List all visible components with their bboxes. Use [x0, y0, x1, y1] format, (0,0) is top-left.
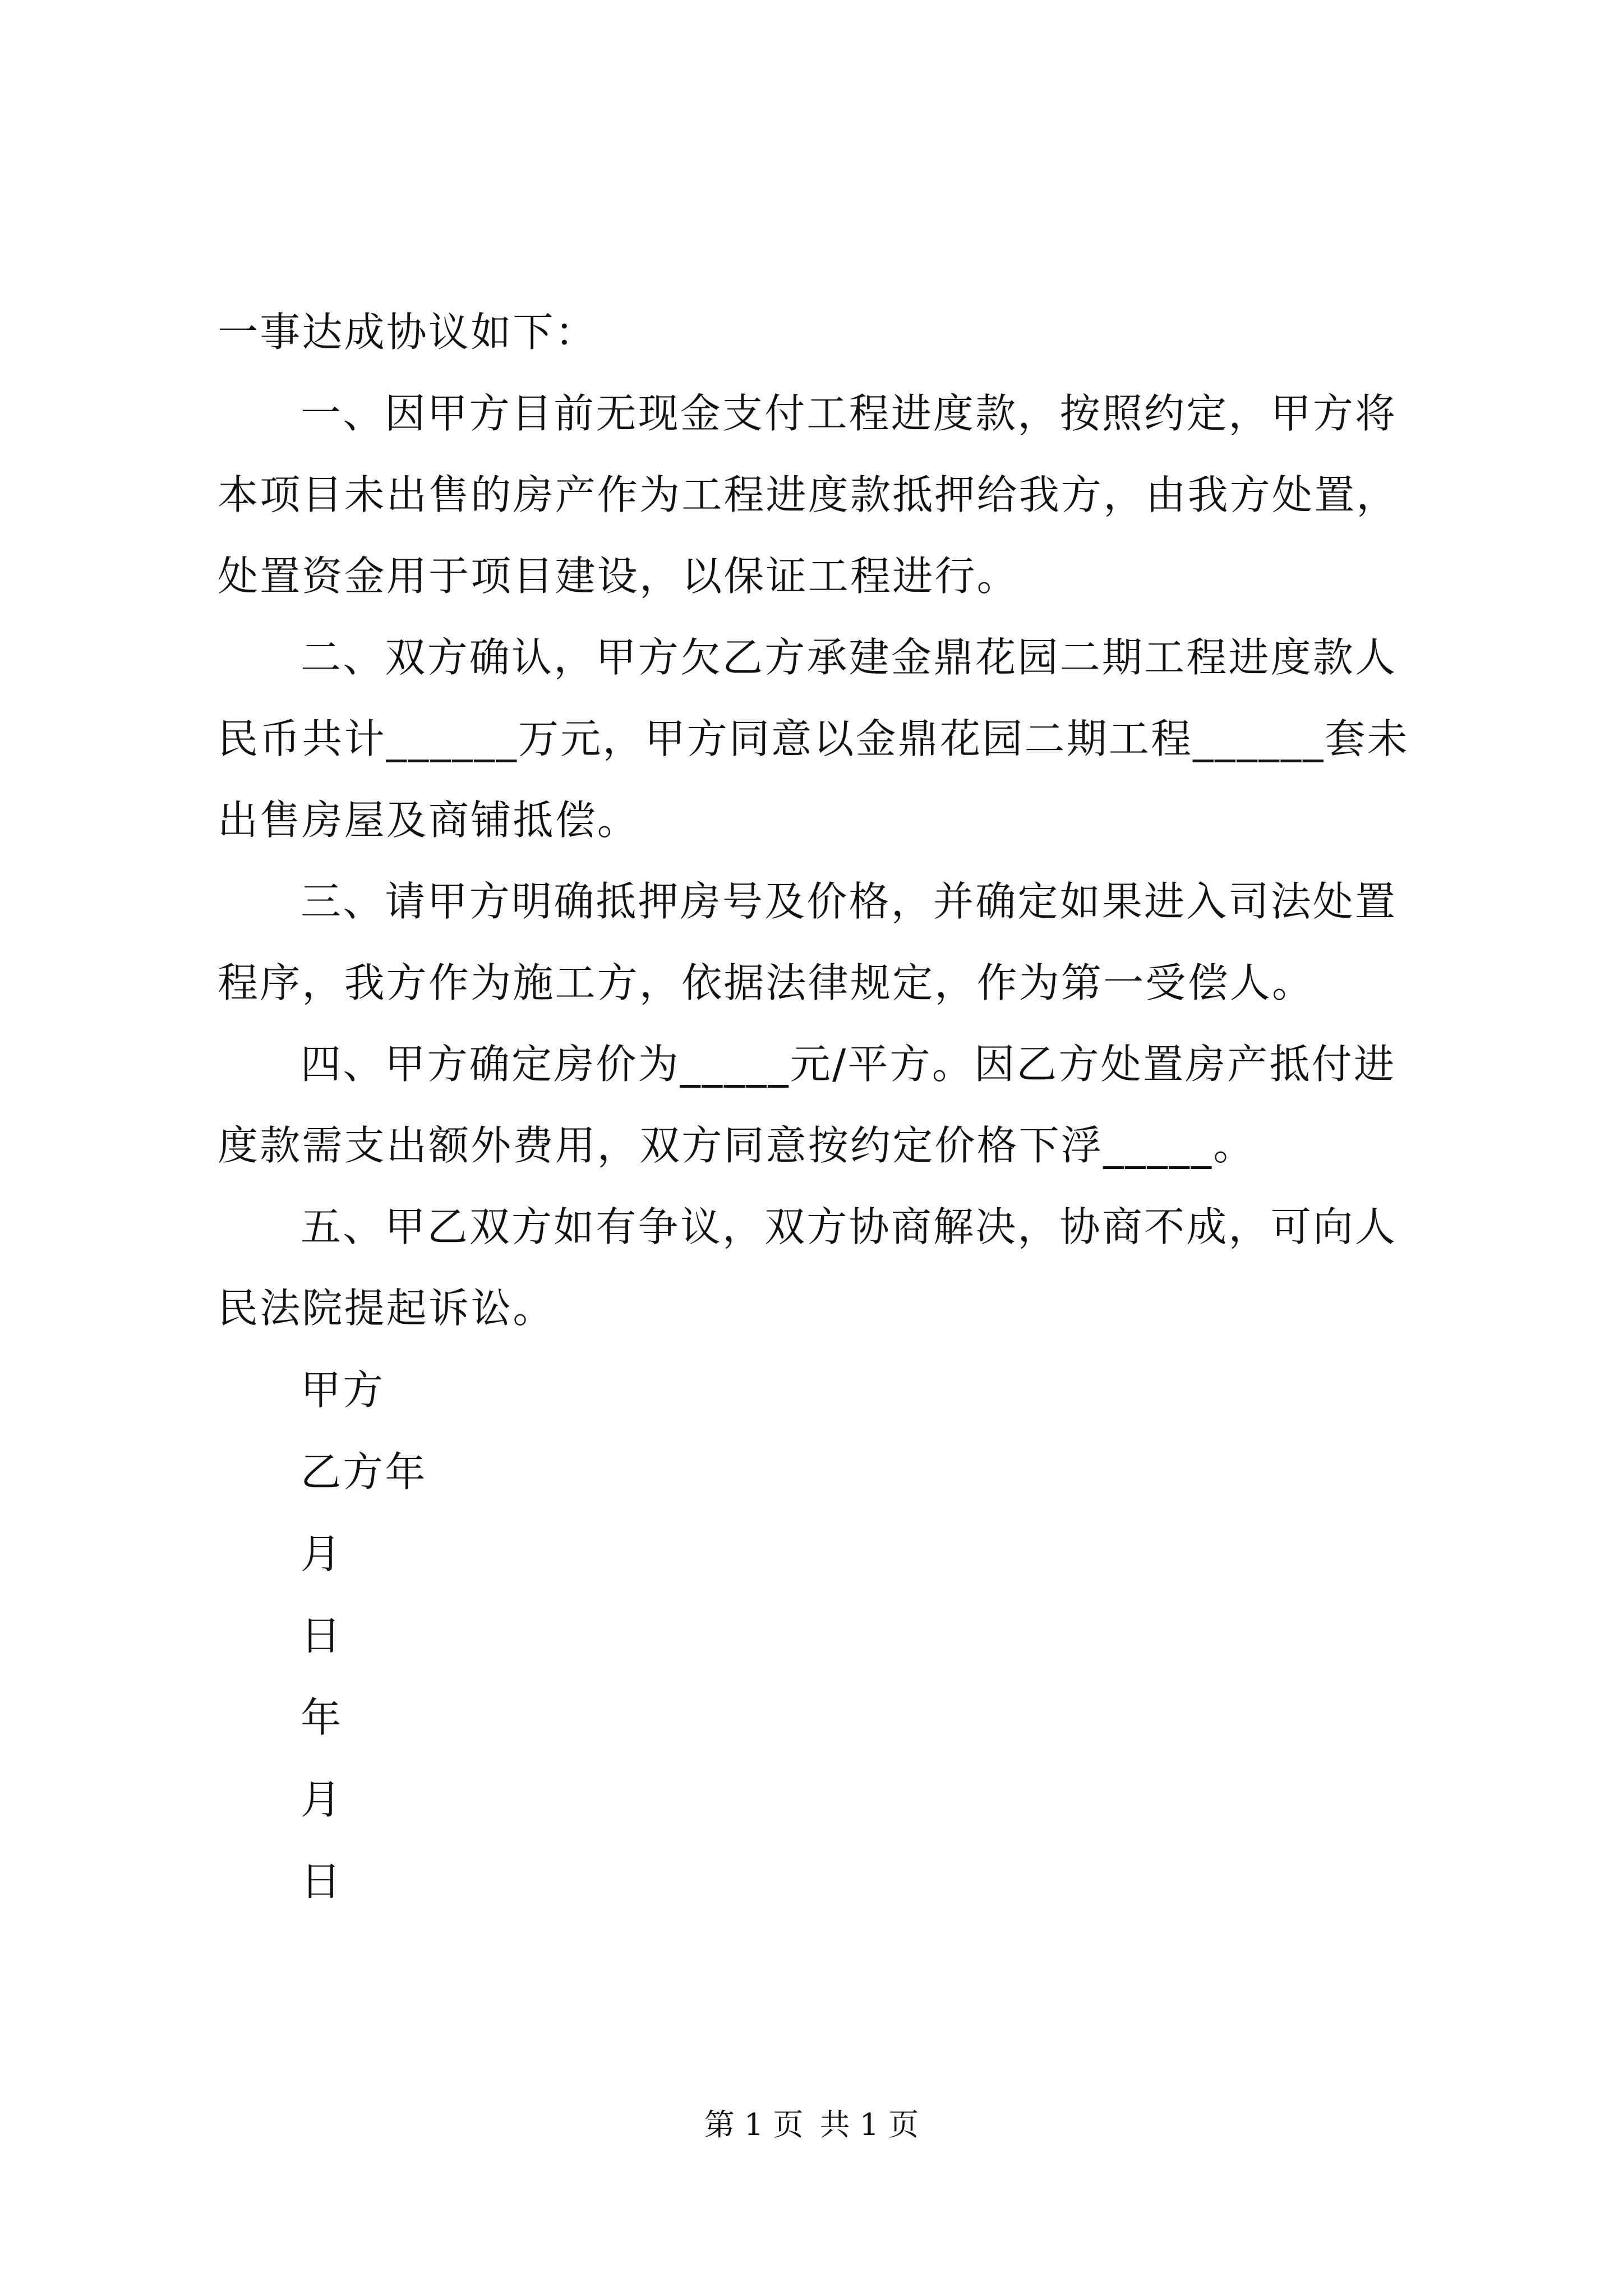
page-number: 第 1 页	[704, 2107, 804, 2142]
body-line: 度款需支出额外费用，双方同意按约定价格下浮_____。	[218, 1122, 1256, 1169]
body-line: 五、甲乙双方如有争议，双方协商解决，协商不成，可向人	[301, 1203, 1398, 1250]
signature-line: 日	[301, 1858, 343, 1905]
body-line: 一事达成协议如下：	[218, 309, 597, 356]
body-line: 本项目未出售的房产作为工程进度款抵押给我方，由我方处置，	[218, 471, 1399, 518]
body-line: 四、甲方确定房价为_____元/平方。因乙方处置房产抵付进	[301, 1041, 1396, 1088]
page-total: 共 1 页	[819, 2107, 919, 2142]
body-line: 程序，我方作为施工方，依据法律规定，作为第一受偿人。	[218, 959, 1315, 1006]
signature-line: 月	[301, 1530, 343, 1577]
body-line: 处置资金用于项目建设，以保证工程进行。	[218, 553, 1019, 600]
body-line: 二、双方确认，甲方欠乙方承建金鼎花园二期工程进度款人	[301, 634, 1398, 681]
body-line: 一、因甲方目前无现金支付工程进度款，按照约定，甲方将	[301, 390, 1398, 437]
signature-block	[218, 1349, 1429, 1922]
page-footer	[0, 2102, 1623, 2147]
body-line: 民币共计______万元，甲方同意以金鼎花园二期工程______套未	[218, 715, 1409, 762]
signature-line: 乙方年	[301, 1448, 427, 1496]
body-line: 三、请甲方明确抵押房号及价格，并确定如果进入司法处置	[301, 878, 1398, 925]
signature-line: 日	[301, 1612, 343, 1659]
signature-line: 年	[301, 1694, 343, 1741]
document-body	[218, 292, 1429, 1922]
signature-line: 月	[301, 1776, 343, 1823]
body-line: 民法院提起诉讼。	[218, 1285, 555, 1332]
signature-line: 甲方	[301, 1366, 385, 1414]
body-line: 出售房屋及商铺抵偿。	[218, 797, 640, 844]
